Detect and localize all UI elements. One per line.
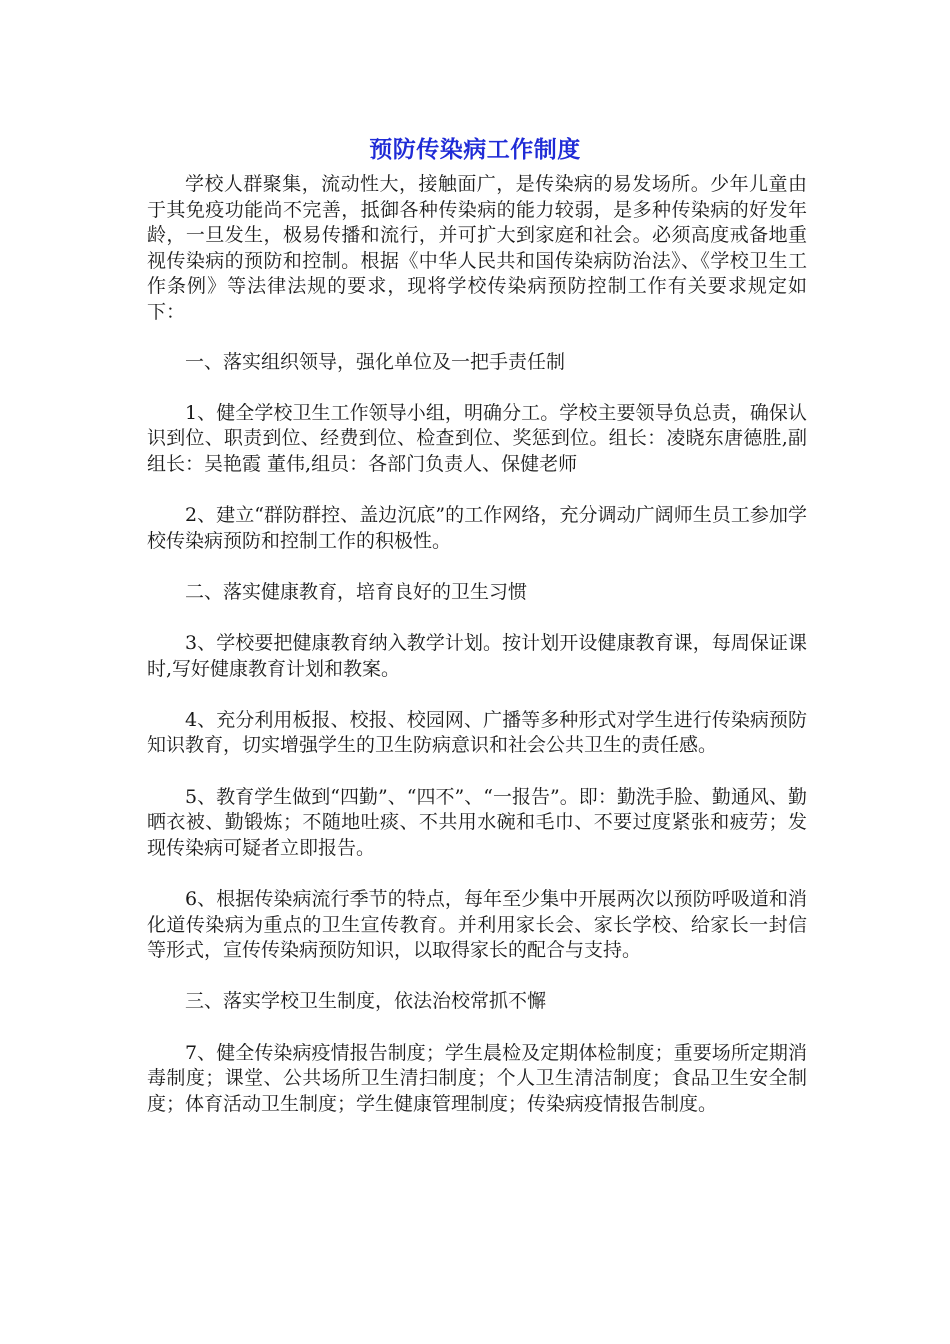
section-heading-1: 一、落实组织领导，强化单位及一把手责任制 (185, 350, 566, 373)
intro-paragraph: 学校人群聚集，流动性大，接触面广，是传染病的易发场所。少年儿童由于其免疫功能尚不完善，抵御各种传染病的能力较弱，是多种传染病的好发年龄，一旦发生，极易传播和流行，并可扩大到家庭和社会。必须高度戒备地重视传染病的预防和控制。根据《中华人民共和国传染病防治法》、《学校卫生工作条例》等法律法规的要求，现将学校传染病预防控制工作有关要求规定如下： (147, 173, 807, 323)
section-heading-2: 二、落实健康教育，培育良好的卫生习惯 (185, 580, 528, 603)
item-paragraph-2: 2、建立“群防群控、盖边沉底”的工作网络，充分调动广阔师生员工参加学校传染病预防和控制工作的积极性。 (147, 504, 807, 552)
section-heading-3: 三、落实学校卫生制度，依法治校常抓不懈 (185, 990, 547, 1013)
item-paragraph-4: 4、充分利用板报、校报、校园网、广播等多种形式对学生进行传染病预防知识教育，切实增强学生的卫生防病意识和社会公共卫生的责任感。 (147, 708, 807, 757)
item-paragraph-7: 7、健全传染病疫情报告制度；学生晨检及定期体检制度；重要场所定期消毒制度；课堂、公共场所卫生清扫制度；个人卫生清洁制度；食品卫生安全制度；体育活动卫生制度；学生健康管理制度；传染病疫情报告制度。 (147, 1041, 807, 1115)
document-body (147, 172, 807, 1143)
document-title: 预防传染病工作制度 (369, 137, 581, 163)
item-paragraph-1: 1、健全学校卫生工作领导小组，明确分工。学校主要领导负总责，确保认识到位、职责到位、经费到位、检查到位、奖惩到位。组长：凌晓东唐德胜,副组长：吴艳霞 董伟,组员：各部门负责人、保健老师 (147, 401, 807, 475)
item-paragraph-3: 3、学校要把健康教育纳入教学计划。按计划开设健康教育课，每周保证课时,写好健康教育计划和教案。 (147, 632, 807, 680)
item-paragraph-6: 6、根据传染病流行季节的特点，每年至少集中开展两次以预防呼吸道和消化道传染病为重点的卫生宣传教育。并利用家长会、家长学校、给家长一封信等形式，宣传传染病预防知识，以取得家长的配合与支持。 (147, 888, 807, 962)
item-paragraph-5: 5、教育学生做到“四勤”、“四不”、“一报告”。即：勤洗手脸、勤通风、勤晒衣被、勤锻炼；不随地吐痰、不共用水碗和毛巾、不要过度紧张和疲劳；发现传染病可疑者立即报告。 (147, 785, 807, 859)
